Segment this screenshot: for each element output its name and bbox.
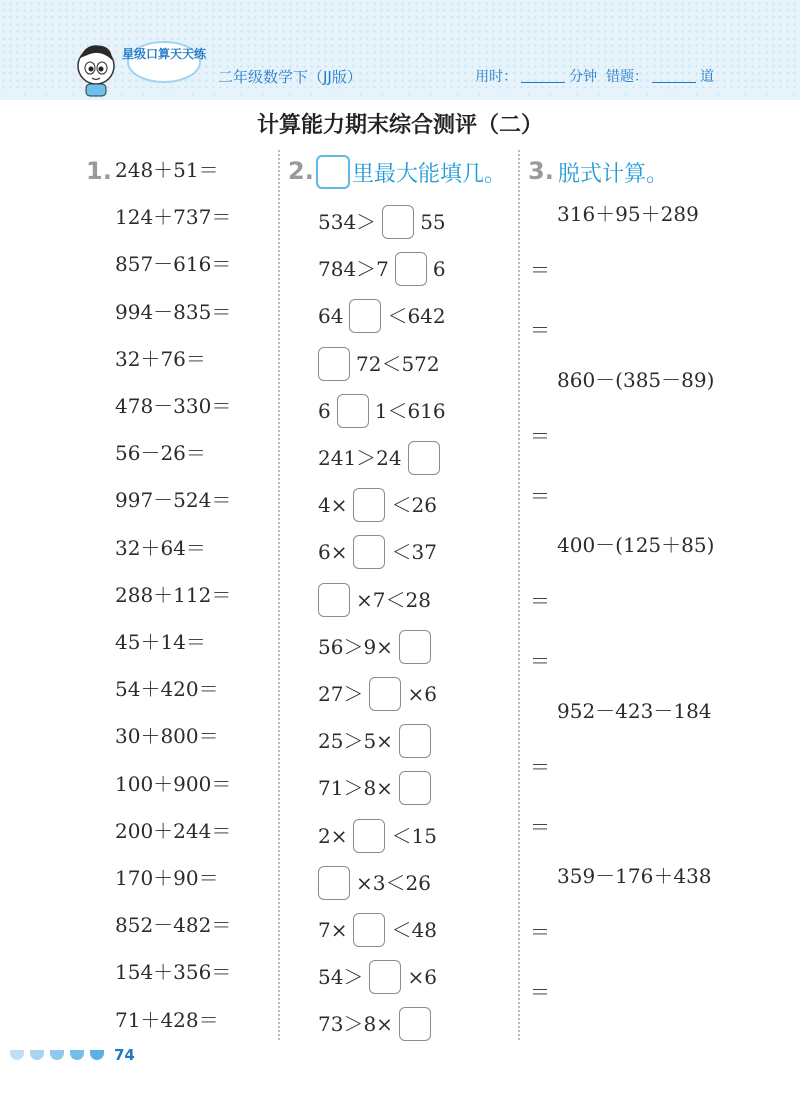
inequality-after: ×3＜26 (356, 870, 431, 895)
inequality-before: 534＞ (318, 210, 377, 234)
arithmetic-item: 478－330＝ (115, 394, 232, 418)
answer-box[interactable] (399, 1007, 431, 1041)
inequality-item (318, 299, 446, 333)
arithmetic-item: 71＋428＝ (115, 1007, 219, 1032)
inequality-before: 54＞ (318, 965, 364, 990)
inequality-item (318, 677, 437, 711)
inequality-before: 6× (318, 540, 348, 565)
arithmetic-item: 30＋800＝ (115, 724, 219, 749)
answer-box[interactable] (399, 771, 431, 805)
answer-box[interactable] (408, 441, 440, 475)
arithmetic-item: 994－835＝ (115, 299, 232, 324)
answer-box[interactable] (399, 724, 431, 758)
footer (10, 1046, 135, 1064)
inequality-after: ＜642 (387, 304, 446, 329)
inequality-after: 72＜572 (356, 351, 440, 376)
column-divider-2 (518, 150, 520, 1040)
inequality-before: 241＞24 (318, 446, 402, 470)
book-title: 二年级数学下（JJ版） (218, 68, 362, 86)
answer-box[interactable] (353, 488, 385, 522)
equals-sign: ＝ (530, 649, 550, 673)
inequality-after: ×6 (407, 965, 437, 990)
inequality-after: ＜48 (391, 918, 437, 942)
time-errors-record (475, 66, 714, 86)
equals-sign: ＝ (530, 318, 550, 342)
equals-sign: ＝ (530, 423, 550, 448)
errors-label: 错题： (606, 69, 648, 85)
inequality-item (318, 913, 437, 947)
inequality-after: ＜15 (391, 823, 437, 848)
arithmetic-item: 852－482＝ (115, 913, 232, 938)
inequality-item (318, 819, 437, 853)
time-label: 用时： (475, 69, 518, 85)
arithmetic-item: 170＋90＝ (115, 866, 219, 890)
step-problem: 860－(385－89) (557, 367, 715, 392)
inequality-after: ×7＜28 (356, 587, 431, 612)
arithmetic-item: 100＋900＝ (115, 771, 232, 796)
arithmetic-item: 857－616＝ (115, 252, 232, 277)
page-number: 74 (114, 1046, 135, 1064)
inequality-before: 7× (318, 918, 348, 942)
inequality-before: 73＞8× (318, 1012, 393, 1037)
step-problem: 359－176＋438 (557, 864, 712, 888)
answer-box[interactable] (353, 535, 385, 569)
drop-decoration (90, 1050, 104, 1060)
section3-number: 3. (528, 157, 554, 185)
equals-sign: ＝ (530, 258, 550, 282)
inequality-after: 55 (420, 210, 446, 234)
inequality-item (318, 535, 437, 569)
arithmetic-item: 45＋14＝ (115, 630, 206, 654)
equals-sign: ＝ (530, 920, 550, 944)
inequality-item (318, 771, 437, 805)
step-problem: 400－(125＋85) (557, 533, 715, 557)
step-problem: 316＋95＋289 (557, 202, 699, 226)
inequality-item (318, 394, 446, 428)
inequality-after: ＜37 (391, 540, 437, 565)
answer-box[interactable] (399, 630, 431, 664)
arithmetic-item: 154＋356＝ (115, 960, 232, 985)
inequality-before: 27＞ (318, 682, 364, 706)
mascot-logo (72, 36, 212, 104)
equals-sign: ＝ (530, 589, 550, 613)
inequality-before: 64 (318, 304, 344, 329)
inequality-after: 1＜616 (374, 398, 446, 423)
arithmetic-item: 56－26＝ (115, 441, 206, 466)
answer-box[interactable] (369, 960, 401, 994)
inequality-item (318, 252, 446, 286)
inequality-item (318, 205, 446, 239)
answer-box[interactable] (318, 583, 350, 617)
section1-number: 1. (86, 157, 112, 185)
column-divider-1 (278, 150, 280, 1040)
equals-sign: ＝ (530, 980, 550, 1004)
drop-decoration (70, 1050, 84, 1060)
arithmetic-item: 997－524＝ (115, 488, 232, 513)
answer-box[interactable] (353, 819, 385, 853)
arithmetic-item: 124＋737＝ (115, 205, 232, 230)
answer-box[interactable] (395, 252, 427, 286)
inequality-item (318, 441, 446, 475)
inequality-before: 56＞9× (318, 634, 393, 659)
page-title: 计算能力期末综合测评（二） (256, 113, 543, 138)
inequality-item (318, 1007, 437, 1041)
inequality-item (318, 583, 431, 617)
answer-box[interactable] (353, 913, 385, 947)
section2-number: 2. (288, 157, 314, 185)
answer-box[interactable] (337, 394, 369, 428)
answer-box[interactable] (382, 205, 414, 239)
inequality-before: 6 (318, 398, 331, 423)
arithmetic-item: 200＋244＝ (115, 818, 232, 843)
inequality-before: 784＞7 (318, 257, 389, 282)
inequality-item (318, 630, 437, 664)
errors-blank[interactable] (652, 68, 696, 83)
drop-decoration (30, 1050, 44, 1060)
logo-text: 星级口算天天练 (121, 47, 207, 61)
answer-box[interactable] (318, 347, 350, 381)
arithmetic-item: 288＋112＝ (115, 582, 232, 607)
section2-instruction: 里最大能填几。 (352, 162, 507, 187)
drop-decoration (10, 1050, 24, 1060)
inequality-item (318, 866, 431, 900)
section3-instruction: 脱式计算。 (558, 162, 669, 187)
inequality-after: ＜26 (391, 493, 437, 518)
inequality-item (318, 724, 437, 758)
minutes-label: 分钟 (569, 69, 598, 85)
inequality-before: 71＞8× (318, 776, 393, 801)
arithmetic-item: 32＋64＝ (115, 535, 206, 560)
arithmetic-item: 54＋420＝ (115, 677, 219, 702)
inequality-before: 2× (318, 823, 348, 848)
drop-decoration (50, 1050, 64, 1060)
inequality-item (318, 347, 440, 381)
inequality-item (318, 488, 437, 522)
instruction-box-icon (316, 155, 350, 189)
answer-box[interactable] (349, 299, 381, 333)
time-blank[interactable] (521, 68, 565, 83)
answer-box[interactable] (318, 866, 350, 900)
equals-sign: ＝ (530, 483, 550, 508)
inequality-after: ×6 (407, 682, 437, 706)
arithmetic-item: 32＋76＝ (115, 346, 206, 371)
inequality-before: 4× (318, 493, 348, 518)
arithmetic-item: 248＋51＝ (115, 158, 219, 182)
errors-unit: 道 (700, 69, 714, 85)
step-problem: 952－423－184 (557, 698, 712, 723)
inequality-item (318, 960, 437, 994)
answer-box[interactable] (369, 677, 401, 711)
inequality-after: 6 (432, 257, 446, 282)
inequality-before: 25＞5× (318, 729, 393, 754)
equals-sign: ＝ (530, 754, 550, 779)
equals-sign: ＝ (530, 814, 550, 839)
